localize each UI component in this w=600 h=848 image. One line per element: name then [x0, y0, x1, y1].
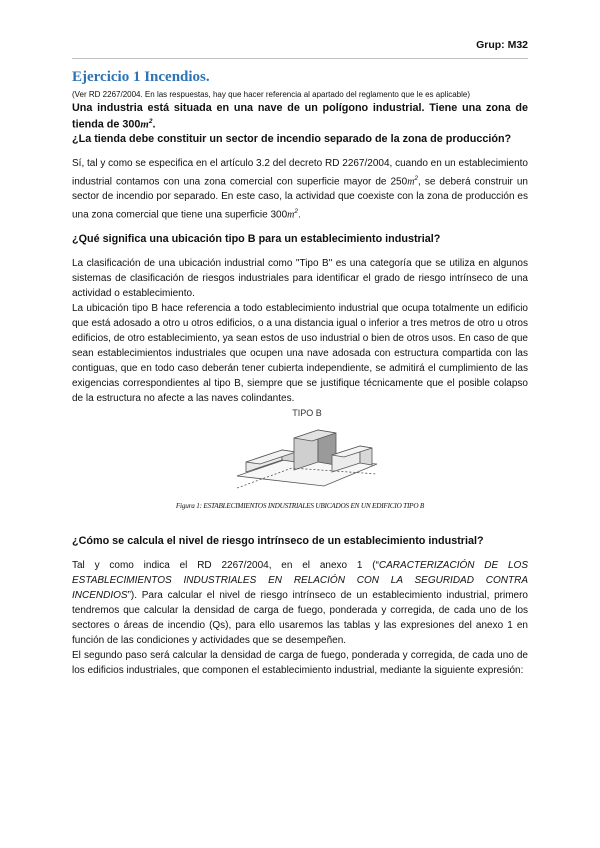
answer-3-text-a: Tal y como indica el RD 2267/2004, en el anexo 1 (“: [72, 560, 379, 572]
answer-1-text-a: Sí, tal y como se especifica en el artículo 3.2 del decreto RD 2267/2004, cuando en un establecimiento industrial contamos con una zona comercial con superficie mayor de 250: [72, 157, 528, 187]
answer-1-unit-2: m: [287, 209, 295, 221]
answer-3-paragraph-2: El segundo paso será calcular la densidad de carga de fuego, ponderada y corregida, de cada uno de los edificios industriales, que componen el establecimiento industrial, mediante la siguiente expresión:: [72, 650, 528, 677]
answer-1: [72, 156, 528, 223]
answer-2-paragraph-1: La clasificación de una ubicación industrial como "Tipo B" es una categoría que se utiliza en algunos sistemas de clasificación de riesgos industriales para identificar el grado de riesgo intrínseco de una actividad o establecimiento.: [72, 258, 528, 300]
group-label: Grup: M32: [476, 39, 528, 51]
question-3: ¿Cómo se calcula el nivel de riesgo intrínseco de un establecimiento industrial?: [72, 535, 484, 548]
question-1: ¿La tienda debe constituir un sector de incendio separado de la zona de producción?: [72, 132, 512, 145]
annex-title: CARACTERIZACIÓN DE LOS ESTABLECIMIENTOS INDUSTRIALES EN RELACIÓN CON LA SEGURIDAD CONTRA INCENDIOS: [72, 560, 528, 602]
exercise-intro: [72, 101, 528, 132]
building-diagram: [232, 406, 382, 500]
intro-sup: 2: [148, 118, 153, 125]
answer-1-end: .: [298, 209, 301, 221]
document-body: [72, 69, 528, 678]
answer-1-unit: m: [407, 175, 415, 187]
exercise-title: Ejercicio 1 Incendios.: [72, 69, 210, 85]
figure-label: TIPO B: [292, 408, 322, 419]
answer-2-paragraph-2: La ubicación tipo B hace referencia a todo establecimiento industrial que ocupa totalmente un edificio que está adosado a otro u otros edificios, o a una distancia igual o inferior a tres metros de otro u otros edificios, de otro establecimiento, ya sean estos de uso industrial o bien de otros usos. En caso de que sean establecimientos industriales que ocupen una nave adosada con estructura compartida con las contiguas, que en todo caso deberán tener cubierta independiente, se admitirá el cumplimiento de las exigencias correspondientes al tipo B, siempre que se justifique técnicamente que el posible colapso de la estructura no afecte a las naves colindantes.: [72, 303, 528, 405]
header-rule: [72, 58, 528, 59]
figure-caption: Figura 1: ESTABLECIMIENTOS INDUSTRIALES UBICADOS EN UN EDIFICIO TIPO B: [175, 502, 425, 511]
intro-text: Una industria está situada en una nave de un polígono industrial. Tiene una zona de tienda de 300: [72, 102, 528, 131]
intro-end: .: [152, 118, 156, 131]
answer-1-text-b: , se deberá construir un sector de incendio por separado. En este caso, la actividad que coexiste con la zona de producción es una zona comercial que tiene una superficie 300: [72, 175, 528, 221]
answer-3-text-b: ”). Para calcular el nivel de riesgo intrínseco de un establecimiento industrial, primero tendremos que calcular la densidad de carga de fuego, ponderada y corregida, de cada uno de los sectores o áreas de incendio (Qs), para ello usaremos las tablas y las expresiones del anexo 1 en función de las condiciones y actividades que se desempeñen.: [72, 590, 528, 647]
answer-1-sup-2: 2: [294, 207, 299, 215]
answer-1-sup: 2: [414, 174, 419, 182]
answer-3-paragraph-1: [72, 558, 528, 648]
figure-tipo-b: [72, 406, 528, 502]
exercise-note: (Ver RD 2267/2004. En las respuestas, hay que hacer referencia al apartado del reglamento que le es aplicable): [72, 90, 471, 99]
intro-unit: m: [140, 118, 149, 131]
question-2: ¿Qué significa una ubicación tipo B para un establecimiento industrial?: [72, 233, 441, 246]
